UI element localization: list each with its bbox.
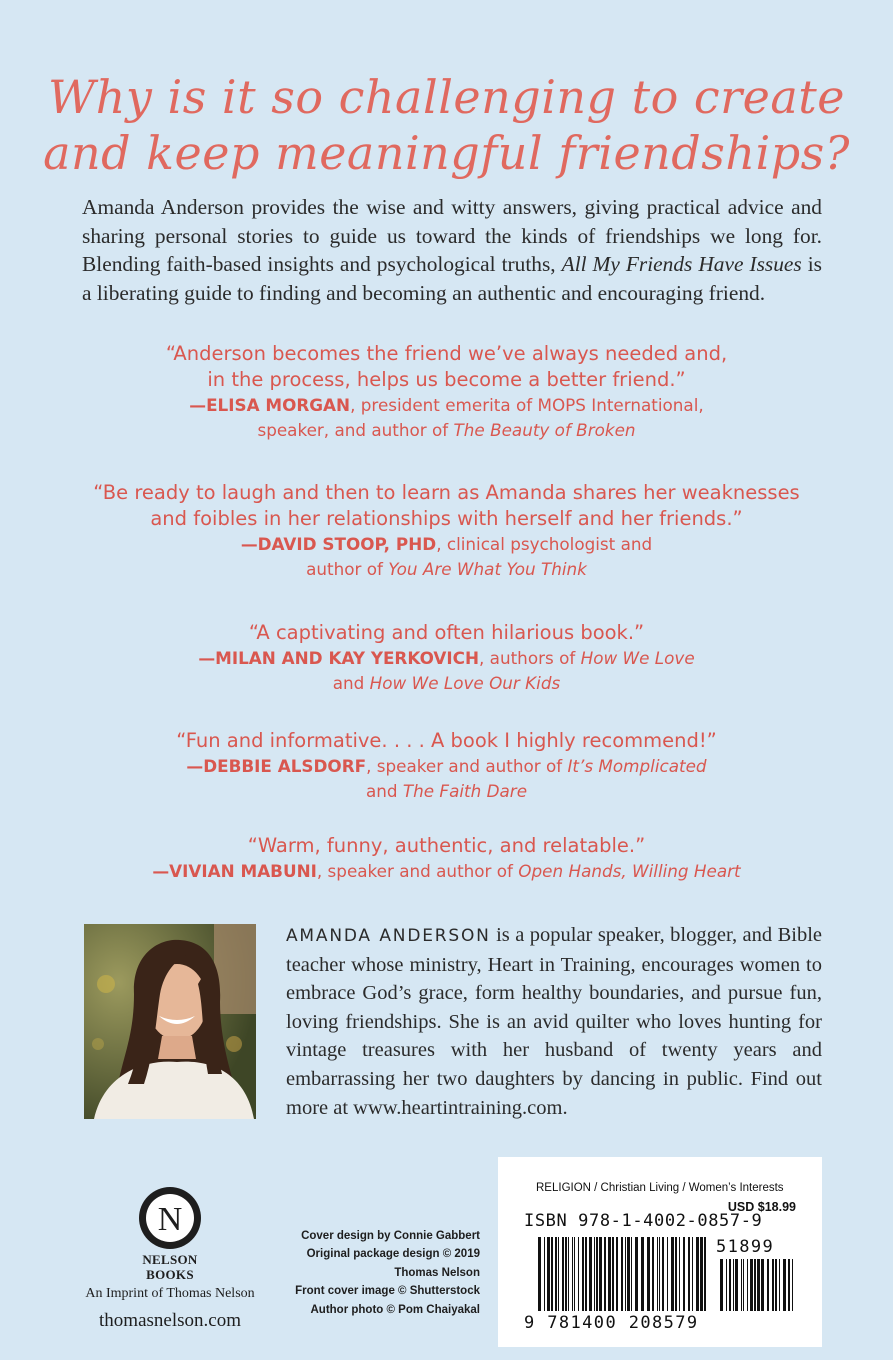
barcode-bar [555, 1237, 557, 1311]
barcode-bar [761, 1259, 764, 1311]
author-bio [286, 921, 822, 1122]
author-photo [84, 924, 256, 1119]
barcode-bar [704, 1237, 706, 1311]
credit-line: Cover design by Connie Gabbert [301, 1230, 480, 1242]
quote-text: “Warm, funny, authentic, and relatable.” [247, 834, 646, 857]
barcode-bar [635, 1237, 638, 1311]
barcode-bar [688, 1237, 690, 1311]
barcode-bar [631, 1237, 632, 1311]
barcode-bar [659, 1237, 660, 1311]
barcode-bar [757, 1259, 760, 1311]
barcode-bar [547, 1237, 550, 1311]
endorser-credentials: author of [306, 559, 389, 579]
barcode-bar [675, 1237, 677, 1311]
barcode-bar [612, 1237, 614, 1311]
publisher-logo [80, 1185, 260, 1333]
author-portrait-illustration [84, 924, 256, 1119]
addon-barcode [720, 1259, 796, 1311]
barcode-bar [667, 1237, 668, 1311]
headline-line-1: Why is it so challenging to create [47, 70, 846, 124]
quote-text: “Anderson becomes the friend we’ve always needed and, [165, 342, 728, 365]
barcode-bar [741, 1259, 742, 1311]
endorsement-5 [40, 833, 853, 884]
endorser-name: —ELISA MORGAN [189, 395, 351, 415]
endorser-book-title: How We Love [580, 648, 695, 668]
quote-text: and foibles in her relationships with herself and her friends.” [150, 507, 743, 530]
endorser-name: —VIVIAN MABUNI [152, 861, 317, 881]
endorser-credentials: , speaker and author of [366, 756, 568, 776]
barcode-bar [683, 1237, 685, 1311]
barcode-bar [608, 1237, 611, 1311]
barcode-bar [599, 1237, 602, 1311]
endorser-credentials: and [332, 673, 370, 693]
barcode-bar [578, 1237, 579, 1311]
barcode-bar [589, 1237, 592, 1311]
endorser-name: —DEBBIE ALSDORF [186, 756, 367, 776]
quote-attribution [40, 779, 853, 804]
intro-paragraph [82, 193, 822, 307]
barcode-bar [627, 1237, 630, 1311]
quote-attribution [40, 671, 853, 696]
barcode-bar [750, 1259, 753, 1311]
bisac-category: RELIGION / Christian Living / Women’s Interests [536, 1182, 784, 1194]
endorser-book-title: The Beauty of Broken [453, 420, 636, 440]
barcode-bar [657, 1237, 658, 1311]
barcode-bar [671, 1237, 674, 1311]
barcode-bar [747, 1259, 748, 1311]
endorser-book-title: The Faith Dare [402, 781, 528, 801]
barcode-bar [792, 1259, 793, 1311]
barcode-bar [625, 1237, 626, 1311]
endorser-book-title: How We Love Our Kids [369, 673, 561, 693]
price: USD $18.99 [727, 1200, 796, 1214]
credit-line: Front cover image © Shutterstock [295, 1285, 480, 1298]
barcode-bar [544, 1237, 545, 1311]
barcode-bar [700, 1237, 703, 1311]
quote-attribution [40, 532, 853, 557]
barcode-bar [779, 1259, 780, 1311]
cover-credits [290, 1227, 480, 1319]
barcode-bar [652, 1237, 654, 1311]
endorser-credentials: , president emerita of MOPS International, [350, 395, 704, 415]
publisher-website: thomasnelson.com [99, 1310, 241, 1331]
barcode-bar [775, 1259, 777, 1311]
endorser-book-title: It’s Momplicated [567, 756, 707, 776]
endorser-credentials: , authors of [479, 648, 581, 668]
barcode-bar [696, 1237, 699, 1311]
barcode-bar [551, 1237, 553, 1311]
barcode-bar [772, 1259, 774, 1311]
barcode-bar [574, 1237, 575, 1311]
bio-text: is a popular speaker, blogger, and Bible teacher whose ministry, Heart in Training, encourages women to embrace God’s grace, form healthy boundaries, and pursue fun, loving friendships. She is an avid quilter who loves hunting for vintage treasures with her husband of twenty years and embarrassing her two daughters by dancing in public. Find out more at www.heartintraining.com. [286, 924, 822, 1119]
barcode-bar [662, 1237, 664, 1311]
author-name: AMANDA ANDERSON [286, 926, 491, 946]
endorser-credentials: and [365, 781, 403, 801]
credit-line: Original package design © 2019 [306, 1248, 480, 1261]
imprint-text: An Imprint of Thomas Nelson [85, 1286, 255, 1301]
barcode-bar [788, 1259, 790, 1311]
barcode-bar [767, 1259, 769, 1311]
endorsement-4 [40, 728, 853, 804]
quote-attribution [40, 859, 853, 884]
intro-text-2: is a liberating guide to finding and becoming an authentic and encouraging friend. [82, 252, 822, 305]
ean-digits: 9 781400 208579 [524, 1313, 699, 1333]
endorser-name: —DAVID STOOP, PHD [240, 534, 437, 554]
barcode-bar [783, 1259, 786, 1311]
quote-attribution [40, 754, 853, 779]
barcode-bar [538, 1237, 541, 1311]
publisher-name-line-2: BOOKS [146, 1267, 194, 1282]
quote-text: “Fun and informative. . . . A book I highly recommend!” [176, 729, 717, 752]
nelson-n-badge-icon [137, 1185, 203, 1251]
barcode-bar [572, 1237, 573, 1311]
credit-line: Thomas Nelson [394, 1266, 480, 1279]
price-addon-digits: 51899 [716, 1237, 775, 1257]
barcode-bar [621, 1237, 623, 1311]
barcode-bar [582, 1237, 584, 1311]
endorser-credentials: speaker, and author of [257, 420, 454, 440]
publisher-name-line-1: NELSON [142, 1252, 198, 1267]
endorser-book-title: Open Hands, Willing Heart [518, 861, 741, 881]
barcode-bar [720, 1259, 723, 1311]
barcode-bar [733, 1259, 734, 1311]
barcode-bar [641, 1237, 644, 1311]
barcode-bar [616, 1237, 618, 1311]
endorsement-3 [40, 620, 853, 696]
endorsement-2 [40, 480, 853, 582]
barcode-bar [692, 1237, 693, 1311]
endorser-book-title: You Are What You Think [388, 559, 587, 579]
barcode-bar [558, 1237, 559, 1311]
barcode-bar [729, 1259, 731, 1311]
endorser-name: —MILAN AND KAY YERKOVICH [198, 648, 480, 668]
endorsement-1 [40, 341, 853, 443]
quote-attribution [40, 393, 853, 418]
barcode-bar [604, 1237, 606, 1311]
intro-book-title: All My Friends Have Issues [561, 252, 802, 276]
barcode-bar [594, 1237, 595, 1311]
isbn-number: ISBN 978-1-4002-0857-9 [524, 1211, 763, 1231]
barcode-bar [743, 1259, 744, 1311]
barcode-bar [585, 1237, 587, 1311]
quote-attribution [40, 646, 853, 671]
quote-text: “A captivating and often hilarious book.” [248, 621, 645, 644]
barcode-bar [568, 1237, 569, 1311]
barcode-bar [679, 1237, 680, 1311]
barcode-bar [726, 1259, 727, 1311]
barcode-box [498, 1157, 822, 1347]
barcode-bar [754, 1259, 756, 1311]
quote-attribution [40, 557, 853, 582]
barcode-bar [735, 1259, 738, 1311]
barcode-bar [562, 1237, 564, 1311]
barcode-bar [565, 1237, 567, 1311]
headline-line-2: and keep meaningful friendships? [43, 126, 850, 180]
ean-barcode [538, 1237, 708, 1311]
barcode-bar [647, 1237, 650, 1311]
barcode-bar [596, 1237, 598, 1311]
intro-text-1: Amanda Anderson provides the wise and witty answers, giving practical advice and sharing personal stories to guide us toward the kinds of friendships we long for. Blending faith-based insights and psychological truths, [82, 195, 822, 276]
endorser-credentials: , clinical psychologist and [436, 534, 653, 554]
quote-attribution [40, 418, 853, 443]
logo-letter: N [157, 1201, 183, 1238]
credit-line: Author photo © Pom Chaiyakal [310, 1303, 480, 1316]
quote-text: “Be ready to laugh and then to learn as Amanda shares her weaknesses [93, 481, 800, 504]
quote-text: in the process, helps us become a better friend.” [207, 368, 686, 391]
endorser-credentials: , speaker and author of [316, 861, 519, 881]
